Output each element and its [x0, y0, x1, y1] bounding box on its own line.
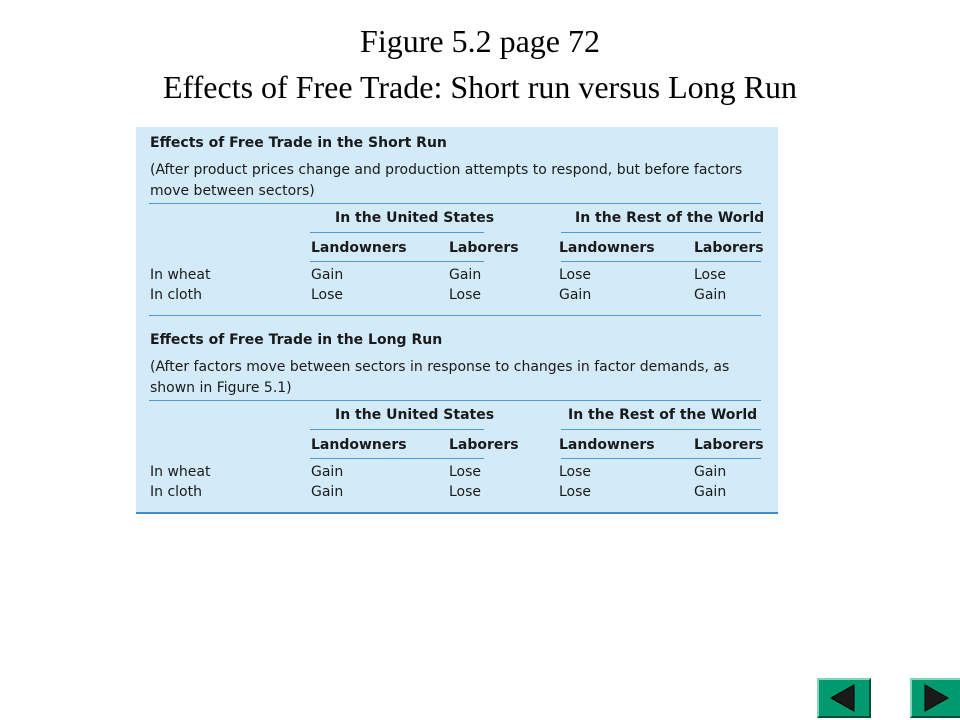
cell-us-laborers: Lose: [449, 287, 482, 303]
row-label: In wheat: [150, 464, 211, 480]
row-label: In cloth: [150, 484, 202, 500]
column-header-laborers-row: Laborers: [694, 437, 764, 453]
section-note: (After factors move between sectors in response to changes in factor demands, as shown in Figure 5.1): [150, 359, 730, 396]
column-header-landowners-us: Landowners: [311, 437, 407, 453]
slide-title: [0, 18, 960, 110]
previous-slide-button[interactable]: [817, 678, 871, 718]
cell-us-landowners: Gain: [311, 464, 344, 480]
cell-row-laborers: Gain: [694, 287, 727, 303]
section-divider: [149, 400, 761, 401]
section-heading: Effects of Free Trade in the Short Run: [150, 135, 447, 151]
column-underline: [310, 458, 484, 459]
group-underline-us: [310, 232, 484, 233]
cell-row-landowners: Lose: [559, 267, 592, 283]
cell-us-landowners: Lose: [311, 287, 344, 303]
figure-table: [136, 127, 778, 514]
row-label: In cloth: [150, 287, 202, 303]
column-underline: [310, 261, 484, 262]
column-header-laborers-row: Laborers: [694, 240, 764, 256]
column-header-landowners-row: Landowners: [559, 437, 655, 453]
column-header-laborers-us: Laborers: [449, 437, 519, 453]
cell-row-landowners: Gain: [559, 287, 592, 303]
slide-title-line-1: Figure 5.2 page 72: [360, 23, 600, 59]
slide-title-line-2: Effects of Free Trade: Short run versus Long Run: [163, 69, 797, 105]
section-divider: [149, 315, 761, 316]
group-underline-us: [310, 429, 484, 430]
next-slide-button[interactable]: [910, 678, 960, 718]
column-header-landowners-row: Landowners: [559, 240, 655, 256]
cell-row-laborers: Gain: [694, 484, 727, 500]
column-underline: [561, 261, 761, 262]
cell-us-laborers: Gain: [449, 267, 482, 283]
cell-row-landowners: Lose: [559, 484, 592, 500]
cell-us-landowners: Gain: [311, 484, 344, 500]
section-heading: Effects of Free Trade in the Long Run: [150, 332, 443, 348]
group-header-us: In the United States: [335, 407, 495, 423]
group-header-rest-of-world: In the Rest of the World: [568, 407, 758, 423]
cell-us-laborers: Lose: [449, 484, 482, 500]
group-underline-rest-of-world: [561, 232, 761, 233]
cell-us-landowners: Gain: [311, 267, 344, 283]
group-header-rest-of-world: In the Rest of the World: [575, 210, 765, 226]
triangle-right-icon: [912, 680, 960, 716]
column-header-laborers-us: Laborers: [449, 240, 519, 256]
cell-row-landowners: Lose: [559, 464, 592, 480]
row-label: In wheat: [150, 267, 211, 283]
column-header-landowners-us: Landowners: [311, 240, 407, 256]
cell-row-laborers: Gain: [694, 464, 727, 480]
group-header-us: In the United States: [335, 210, 495, 226]
triangle-left-icon: [819, 680, 869, 716]
group-underline-rest-of-world: [561, 429, 761, 430]
column-underline: [561, 458, 761, 459]
cell-row-laborers: Lose: [694, 267, 727, 283]
section-divider: [149, 203, 761, 204]
cell-us-laborers: Lose: [449, 464, 482, 480]
section-note: (After product prices change and production attempts to respond, but before factors move between sectors): [150, 162, 743, 199]
